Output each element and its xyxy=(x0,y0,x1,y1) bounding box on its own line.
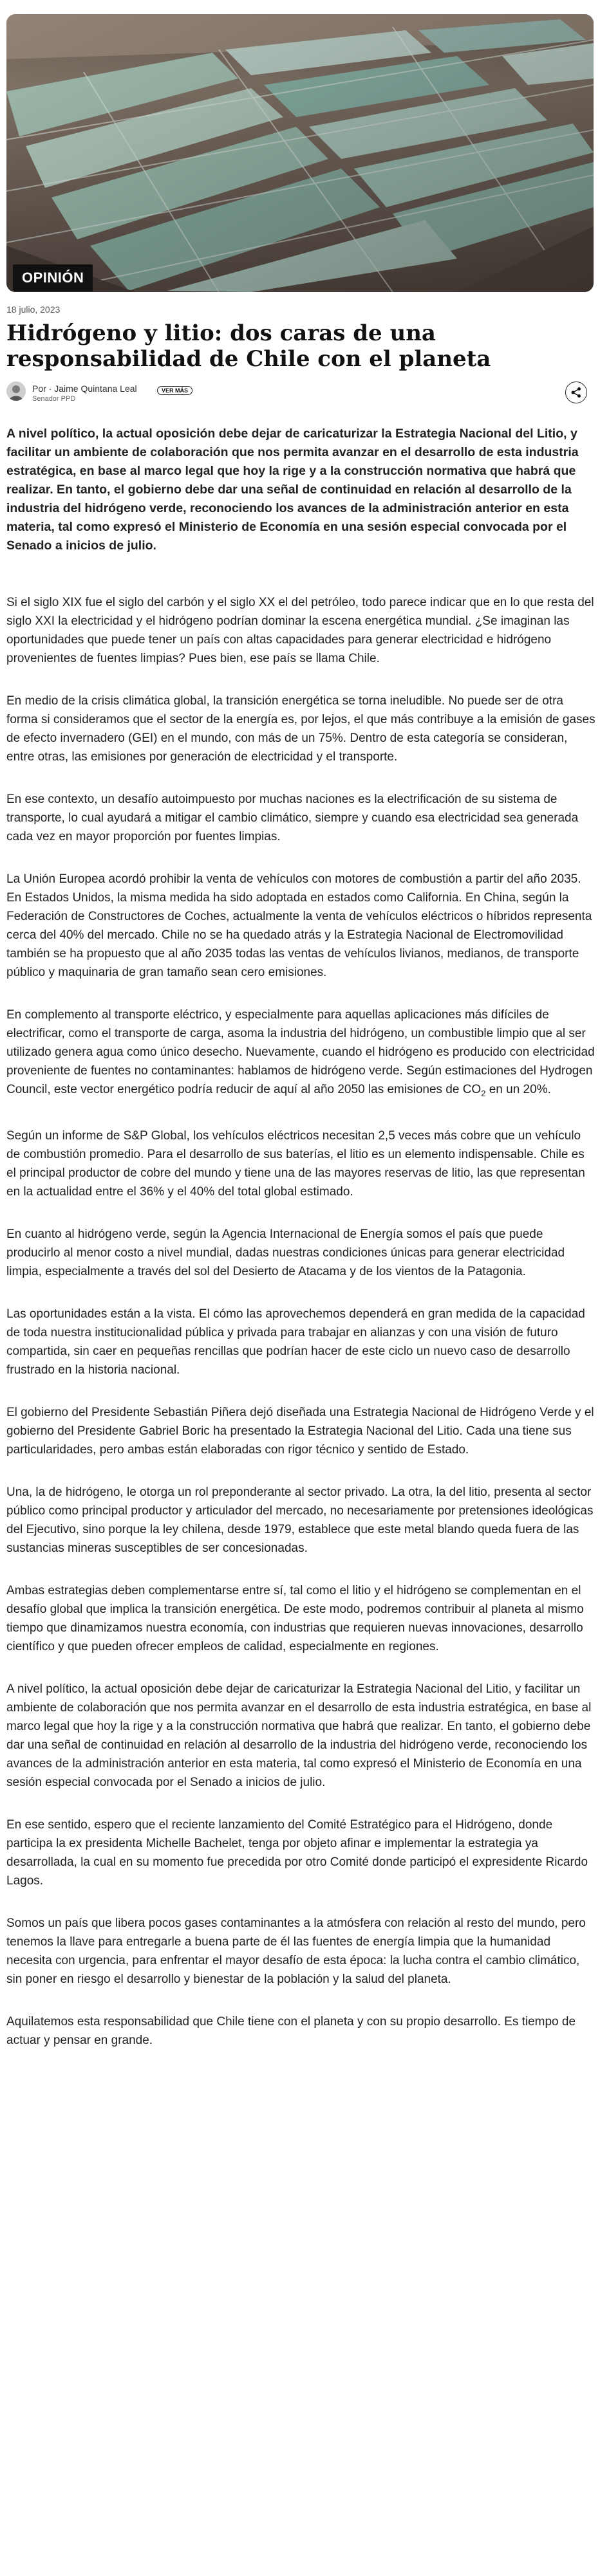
body-paragraph-5-tail: en un 20%. xyxy=(485,1083,551,1096)
body-paragraph-1: Si el siglo XIX fue el siglo del carbón y el siglo XX el del petróleo, todo parece indicar que en lo que resta del siglo XXI la electricidad y el hidrógeno podrían dominar la escena energética mundial. ¿Se imaginan las oportunidades que puede tener un país con altas capacidades para generar electricidad e hidrógeno provenientes de fuentes limpias? Pues bien, ese país se llama Chile. xyxy=(6,596,594,665)
body-paragraph-9: El gobierno del Presidente Sebastián Piñera dejó diseñada una Estrategia Nacional de Hidrógeno Verde y el gobierno del Presidente Gabriel Boric ha presentado la Estrategia Nacional del Litio. Cada una tiene sus particularidades, pero ambas están elaboradas con rigor técnico y sentido de Estado. xyxy=(6,1405,594,1457)
author-name[interactable]: Por · Jaime Quintana Leal xyxy=(32,383,137,394)
body-paragraph-11: Ambas estrategias deben complementarse entre sí, tal como el litio y el hidrógeno se complementan en el desafío global que implica la transición energética. De este modo, podremos contribuir al planeta al mismo tiempo que dinamizamos nuestra economía, con industrias que requieren nuevas innovaciones, desarrollo científico y que pueden ofrecer empleos de calidad, especialmente en regiones. xyxy=(6,1583,584,1653)
author-block xyxy=(6,382,594,405)
section-badge-opinion: OPINIÓN xyxy=(13,264,93,291)
co2-subscript: 2 xyxy=(481,1088,486,1098)
body-paragraph-8: Las oportunidades están a la vista. El cómo las aprovechemos dependerá en gran medida de la capacidad de toda nuestra institucionalidad pública y privada para trabajar en alianzas y con una visión de futuro compartida, sin caer en pequeñas rencillas que podrían hacer de este ciclo un nuevo caso de desarrollo frustrado en la historia nacional. xyxy=(6,1307,585,1377)
body-paragraph-7: En cuanto al hidrógeno verde, según la Agencia Internacional de Energía somos el país que puede producirlo al menor costo a nivel mundial, dadas nuestras condiciones únicas para generar electricidad limpia, especialmente a través del sol del Desierto de Atacama y de los vientos de la Patagonia. xyxy=(6,1227,565,1278)
article-title: Hidrógeno y litio: dos caras de una responsabilidad de Chile con el planeta xyxy=(6,320,491,372)
body-paragraph-12: A nivel político, la actual oposición debe dejar de caricaturizar la Estrategia Nacional del Litio, y facilitar un ambiente de colaboración que nos permita avanzar en el desarrollo de esta industria estratégica, en base al marco legal que hoy la rige y a la construcción normativa que habrá que realizar. En tanto, el gobierno debe dar una señal de continuidad en relación al desarrollo de la industria del hidrógeno verde, reconociendo los avances de la administración anterior en esta materia, tal como expresó el Ministerio de Economía en una sesión especial convocada por el Senado a inicios de julio. xyxy=(6,1682,592,1789)
author-profile-button[interactable]: VER MÁS xyxy=(157,386,192,395)
body-paragraph-6: Según un informe de S&P Global, los vehículos eléctricos necesitan 2,5 veces más cobre que un vehículo de combustión promedio. Para el desarrollo de sus baterías, el litio es un elemento indispensable. Chile es el principal productor de cobre del mundo y tiene una de las mayores reservas de litio, las que representan en la actualidad entre el 36% y el 40% del total global estimado. xyxy=(6,1128,585,1199)
article-body xyxy=(6,593,595,2074)
share-button[interactable] xyxy=(565,382,587,403)
body-paragraph-2: En medio de la crisis climática global, la transición energética se torna ineludible. No puede ser de otra forma si consideramos que el sector de la energía es, por lejos, el que más contribuye a la emisión de gases de efecto invernadero (GEI) en el mundo, con más de un 75%. Dentro de esta categoría se consideran, entre otras, las emisiones por generación de electricidad y el transporte. xyxy=(6,694,595,764)
author-avatar[interactable] xyxy=(6,382,26,401)
body-paragraph-5-text: En complemento al transporte eléctrico, y especialmente para aquellas aplicaciones más difíciles de electrificar, como el transporte de carga, asoma la industria del hidrógeno, un combustible limpio que al ser utilizado genera agua como único desecho. Nuevamente, cuando el hidrógeno es producido con electricidad proveniente de fuentes no contaminantes: hablamos de hidrógeno verde. Según estimaciones del Hydrogen Council, este vector energético podría reducir de aquí al año 2050 las emisiones de CO xyxy=(6,1008,595,1096)
hero-image-lithium-evaporation-ponds xyxy=(6,14,594,292)
share-icon xyxy=(570,387,582,398)
body-paragraph-4: La Unión Europea acordó prohibir la venta de vehículos con motores de combustión a partir del año 2035. En Estados Unidos, la misma medida ha sido adoptada en estados como California. En China, según la Federación de Constructores de Coches, actualmente la venta de vehículos eléctricos o híbridos representa cerca del 40% del mercado. Chile no se ha quedado atrás y la Estrategia Nacional de Electromovilidad también se ha propuesto que al año 2035 todas las ventas de vehículos livianos, medianos, de transporte público y maquinaria de gran tamaño sean cero emisiones. xyxy=(6,872,592,979)
article-lead: A nivel político, la actual oposición debe dejar de caricaturizar la Estrategia Nacional del Litio, y facilitar un ambiente de colaboración que nos permita avanzar en el desarrollo de esta industria estratégica, en base al marco legal que hoy la rige y a la construcción normativa que habrá que realizar. En tanto, el gobierno debe dar una señal de continuidad en relación al desarrollo de la industria del hidrógeno verde, reconociendo los avances de la administración anterior en esta materia, tal como expresó el Ministerio de Economía en una sesión especial convocada por el Senado a inicios de julio. xyxy=(6,427,579,553)
body-paragraph-10: Una, la de hidrógeno, le otorga un rol preponderante al sector privado. La otra, la del litio, presenta al sector público como principal productor y articulador del mercado, no necesariamente por pretensiones ideológicas del Ejecutivo, sino porque la ley chilena, desde 1979, establece que este metal blando queda fuera de las sustancias mineras susceptibles de ser concesionadas. xyxy=(6,1485,594,1555)
body-paragraph-14: Somos un país que libera pocos gases contaminantes a la atmósfera con relación al resto del mundo, pero tenemos la llave para entregarle a buena parte de él las fuentes de energía limpia que la humanidad necesita con urgencia, para enfrentar el mayor desafío de esta época: la lucha contra el cambio climático, sin poner en riesgo el desarrollo y bienestar de la población y la salud del planeta. xyxy=(6,1916,586,1986)
author-role: Senador PPD xyxy=(32,395,76,403)
hero-photo xyxy=(6,14,594,292)
body-paragraph-3: En ese contexto, un desafío autoimpuesto por muchas naciones es la electrificación de su sistema de transporte, lo cual ayudará a mitigar el cambio climático, siempre y cuando esa electricidad sea generada cada vez en mayor proporción por fuentes limpias. xyxy=(6,793,579,843)
body-paragraph-13: En ese sentido, espero que el reciente lanzamiento del Comité Estratégico para el Hidrógeno, donde participa la ex presidenta Michelle Bachelet, tenga por objeto afinar e implementar la estrategia ya desarrollada, la cual en su momento fue precedida por otro Comité donde participó el expresidente Ricardo Lagos. xyxy=(6,1817,588,1888)
body-paragraph-15: Aquilatemos esta responsabilidad que Chile tiene con el planeta y con su propio desarrollo. Es tiempo de actuar y pensar en grande. xyxy=(6,2014,576,2047)
body-paragraph-5 xyxy=(6,1006,595,1103)
publish-date: 18 julio, 2023 xyxy=(6,304,61,315)
